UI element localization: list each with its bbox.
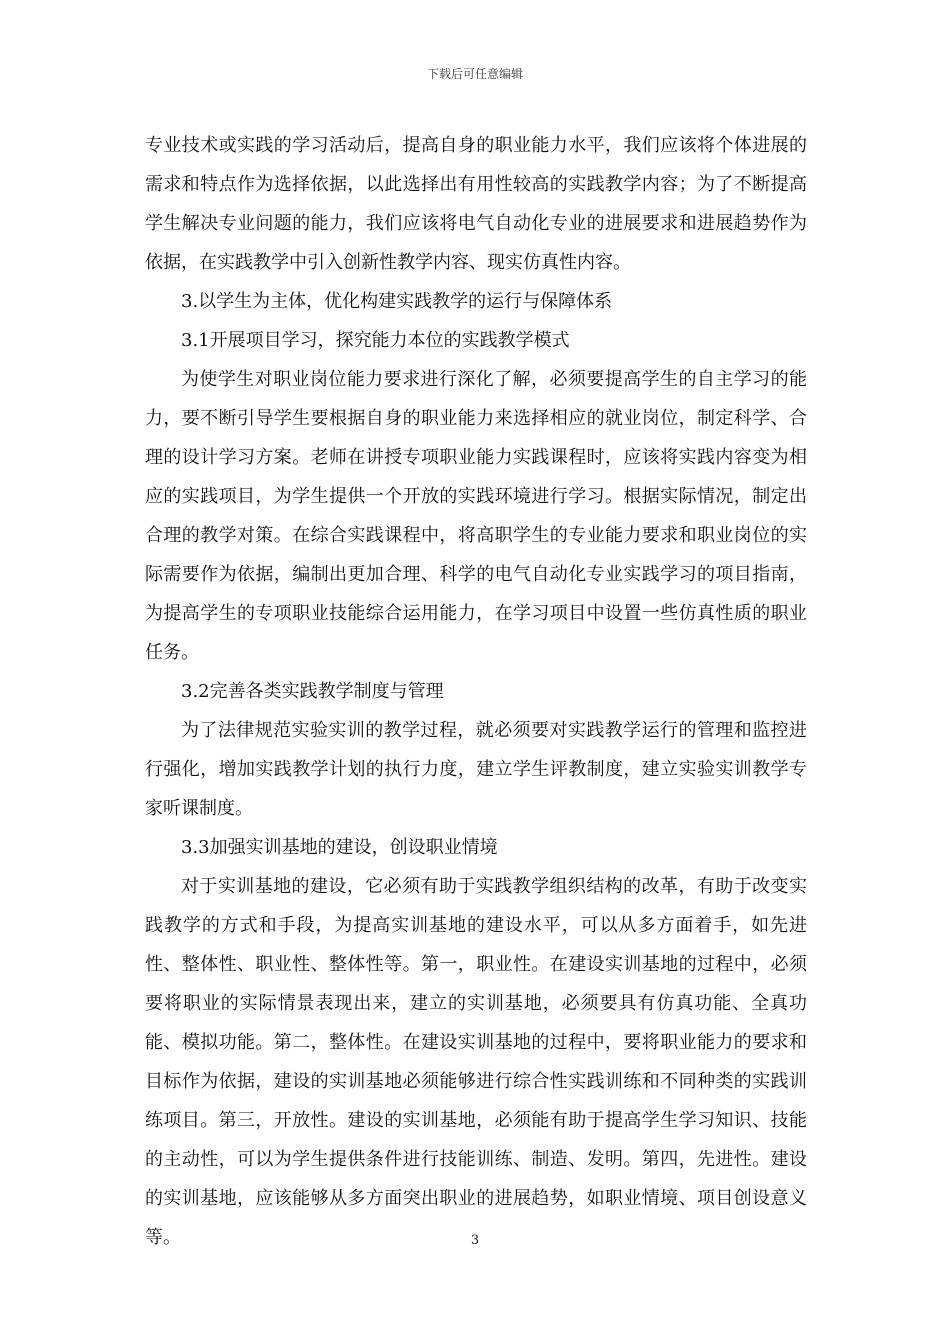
paragraph: 对于实训基地的建设，它必须有助于实践教学组织结构的改革，有助于改变实践教学的方式和手段，为提高实训基地的建设水平，可以从多方面着手，如先进性、整体性、职业性、整体性等。第一，职业性。在建设实训基地的过程中，必须要将职业的实际情景表现出来，建立的实训基地，必须要具有仿真功能、全真功能、模拟功能。第二，整体性。在建设实训基地的过程中，要将职业能力的要求和目标作为依据，建设的实训基地必须能够进行综合性实践训练和不同种类的实践训练项目。第三，开放性。建设的实训基地，必须能有助于提高学生学习知识、技能的主动性，可以为学生提供条件进行技能训练、制造、发明。第四，先进性。建设的实训基地，应该能够从多方面突出职业的进展趋势，如职业情境、项目创设意义等。 (145, 876, 807, 1248)
paragraph: 为使学生对职业岗位能力要求进行深化了解，必须要提高学生的自主学习的能力，要不断引导学生要根据自身的职业能力来选择相应的就业岗位，制定科学、合理的设计学习方案。老师在讲授专项职业能力实践课程时，应该将实践内容变为相应的实践项目，为学生提供一个开放的实践环境进行学习。根据实际情况，制定出合理的教学对策。在综合实践课程中，将高职学生的专业能力要求和职业岗位的实际需要作为依据，编制出更加合理、科学的电气自动化专业实践学习的项目指南，为提高学生的专项职业技能综合运用能力，在学习项目中设置一些仿真性质的职业任务。 (145, 369, 807, 663)
subsection-heading-3-2: 3.2完善各类实践教学制度与管理 (181, 681, 444, 702)
section-heading-3: 3.以学生为主体，优化构建实践教学的运行与保障体系 (181, 291, 613, 312)
page-number: 3 (470, 1233, 480, 1248)
paragraph: 为了法律规范实验实训的教学过程，就必须要对实践教学运行的管理和监控进行强化，增加实践教学计划的执行力度，建立学生评教制度，建立实验实训教学专家听课制度。 (145, 720, 807, 819)
page-header: 下载后可任意编辑 (426, 67, 523, 81)
subsection-heading-3-3: 3.3加强实训基地的建设，创设职业情境 (181, 837, 498, 858)
document-body (145, 126, 807, 1257)
paragraph-continued: 专业技术或实践的学习活动后，提高自身的职业能力水平，我们应该将个体进展的需求和特点作为选择依据，以此选择出有用性较高的实践教学内容；为了不断提高学生解决专业问题的能力，我们应该将电气自动化专业的进展要求和进展趋势作为依据，在实践教学中引入创新性教学内容、现实仿真性内容。 (145, 135, 807, 273)
subsection-heading-3-1: 3.1开展项目学习，探究能力本位的实践教学模式 (181, 330, 570, 351)
